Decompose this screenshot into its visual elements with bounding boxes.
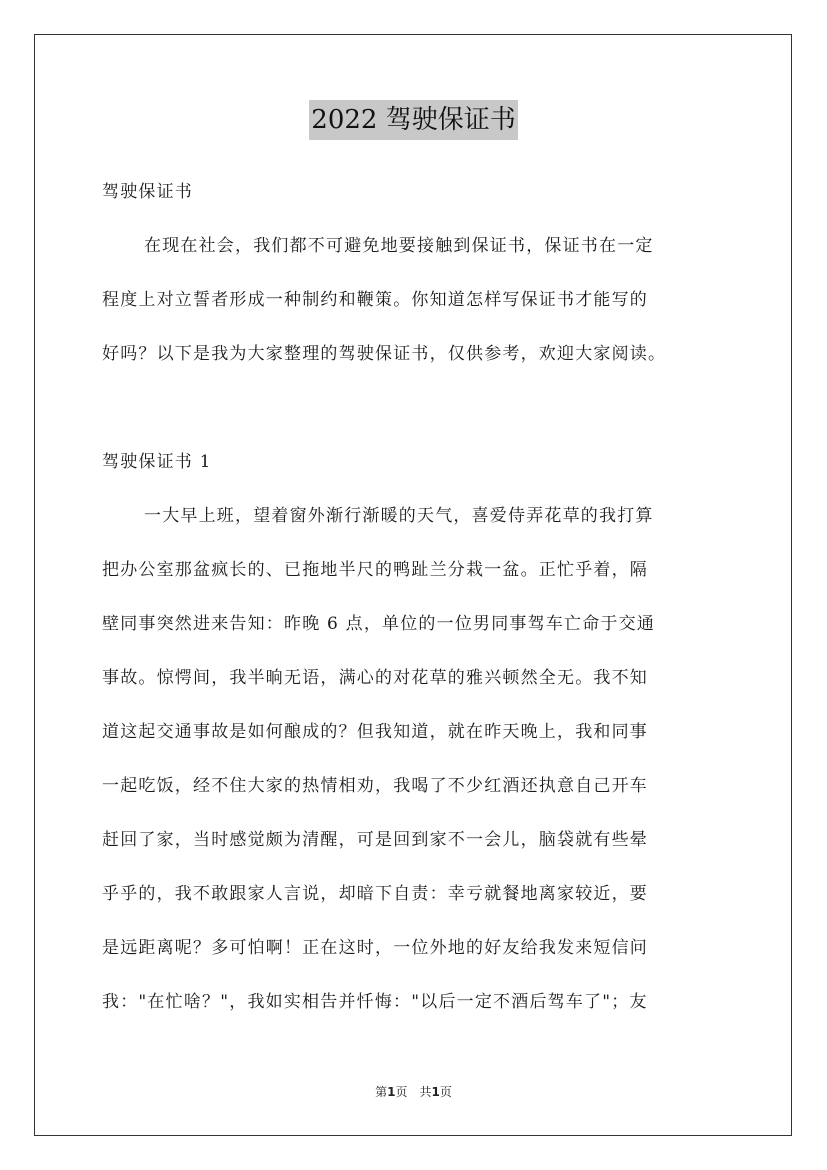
paragraph-line: 事故。惊愕间，我半晌无语，满心的对花草的雅兴顿然全无。我不知 <box>102 668 648 688</box>
document-title: 2022 驾驶保证书 <box>309 100 517 140</box>
paragraph-line: 一大早上班，望着窗外渐行渐暖的天气，喜爱侍弄花草的我打算 <box>144 506 654 526</box>
paragraph-line: 乎乎的，我不敢跟家人言说，却暗下自责：幸亏就餐地离家较近，要 <box>102 884 648 904</box>
document-body <box>102 168 732 1032</box>
paragraph-line: 程度上对立誓者形成一种制约和鞭策。你知道怎样写保证书才能写的 <box>102 290 648 310</box>
paragraph-line: 壁同事突然进来告知：昨晚 6 点，单位的一位男同事驾车亡命于交通 <box>102 614 656 634</box>
page-footer <box>0 1083 827 1100</box>
footer-page-total: 1 <box>431 1085 440 1099</box>
paragraph-line: 道这起交通事故是如何酿成的？但我知道，就在昨天晚上，我和同事 <box>102 722 648 742</box>
paragraph-line: 是远距离呢？多可怕啊！正在这时，一位外地的好友给我发来短信问 <box>102 938 648 958</box>
footer-prefix: 第 <box>375 1085 388 1099</box>
title-container <box>0 100 827 140</box>
footer-suffix: 页 <box>439 1085 452 1099</box>
paragraph-line: 在现在社会，我们都不可避免地要接触到保证书，保证书在一定 <box>144 236 654 256</box>
paragraph-gap <box>102 384 732 438</box>
paragraph-line: 赶回了家，当时感觉颇为清醒，可是回到家不一会儿，脑袋就有些晕 <box>102 830 648 850</box>
paragraph-line: 一起吃饭，经不住大家的热情相劝，我喝了不少红酒还执意自己开车 <box>102 776 648 796</box>
footer-page-number: 1 <box>387 1085 396 1099</box>
paragraph-line: 把办公室那盆疯长的、已拖地半尺的鸭趾兰分栽一盆。正忙乎着，隔 <box>102 560 648 580</box>
footer-middle: 页 共 <box>395 1085 432 1099</box>
section-heading: 驾驶保证书 <box>102 182 193 202</box>
paragraph-line: 我："在忙啥？"，我如实相告并忏悔："以后一定不酒后驾车了"；友 <box>102 992 648 1012</box>
paragraph-line: 好吗？以下是我为大家整理的驾驶保证书，仅供参考，欢迎大家阅读。 <box>102 344 667 364</box>
section-heading: 驾驶保证书 1 <box>102 452 212 472</box>
